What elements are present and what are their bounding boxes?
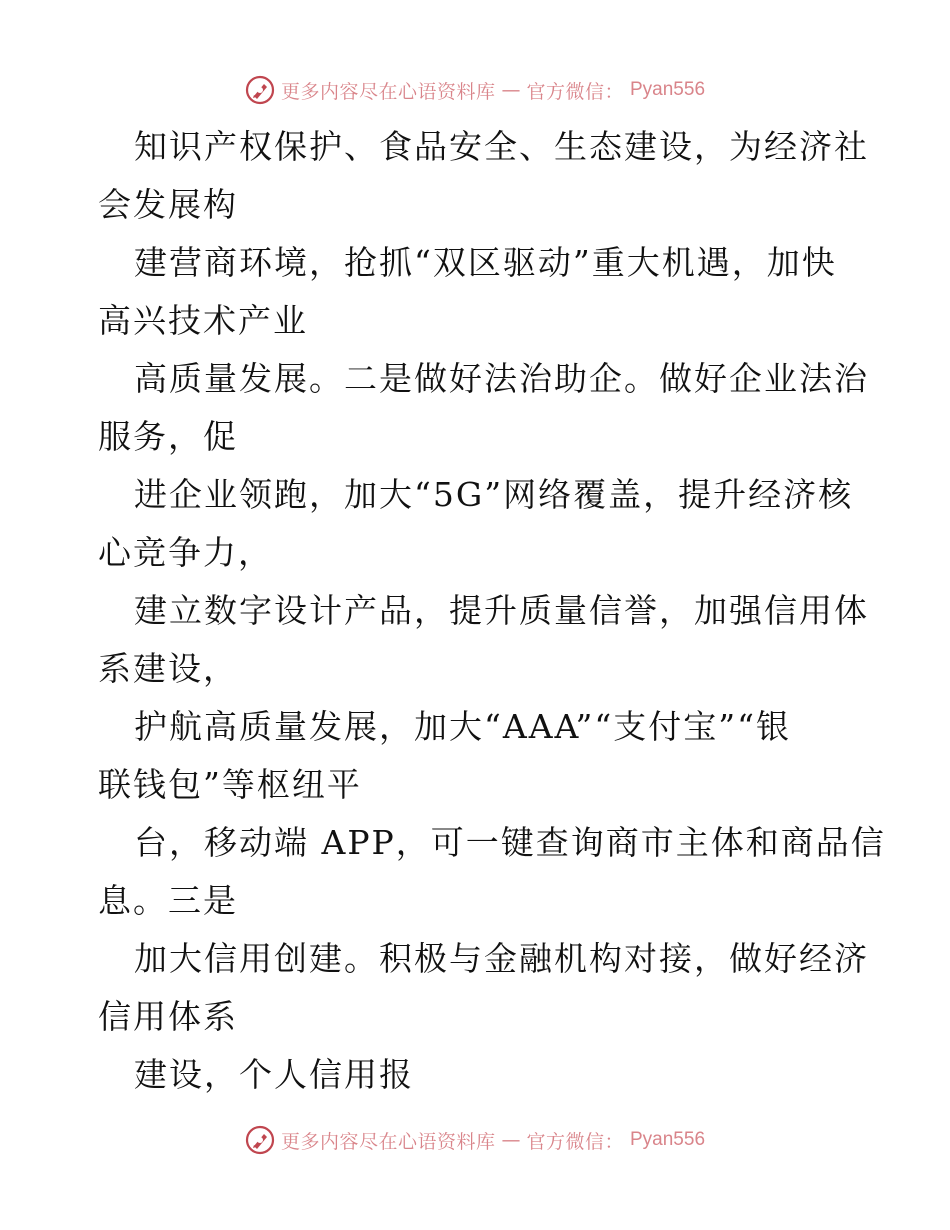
text-line: 高兴技术产业: [98, 301, 308, 340]
text-line: 服务，促: [98, 417, 238, 456]
banner-dash: —: [501, 79, 521, 101]
banner-wechat-id: Pyan556: [630, 1129, 706, 1150]
banner-dash: —: [501, 1129, 521, 1151]
text-line: 高质量发展。二是做好法治助企。做好企业法治: [134, 359, 869, 398]
body-text: [98, 118, 886, 1104]
banner-wechat-label: 官方微信：: [526, 80, 624, 103]
text-line: 知识产权保护、食品安全、生态建设，为经济社: [134, 127, 869, 166]
header-banner-inner: [245, 75, 705, 105]
text-line: 护航高质量发展，加大“AAA”“支付宝”“银: [134, 707, 791, 746]
text-line: 加大信用创建。积极与金融机构对接，做好经济: [134, 939, 869, 978]
footer-banner-inner: [245, 1125, 705, 1155]
text-line: 心竞争力，: [98, 533, 273, 572]
text-line: 息。三是: [98, 881, 238, 920]
text-line: 建设，个人信用报: [134, 1055, 414, 1094]
header-banner: [0, 72, 950, 108]
banner-wechat-id: Pyan556: [630, 79, 706, 100]
text-line: 系建设，: [98, 649, 238, 688]
banner-site-text: 更多内容尽在心语资料库: [280, 1130, 496, 1153]
banner-site-text: 更多内容尽在心语资料库: [280, 80, 496, 103]
pen-logo-icon: [245, 1125, 275, 1155]
banner-wechat-label: 官方微信：: [526, 1130, 624, 1153]
text-line: 建营商环境，抢抓“双区驱动”重大机遇，加快: [134, 243, 837, 282]
text-line: 台，移动端 APP，可一键查询商市主体和商品信: [134, 823, 886, 862]
text-line: 联钱包”等枢纽平: [98, 765, 362, 804]
text-line: 进企业领跑，加大“5G”网络覆盖，提升经济核: [134, 475, 854, 514]
text-line: 会发展构: [98, 185, 238, 224]
footer-banner: [0, 1122, 950, 1158]
text-line: 信用体系: [98, 997, 238, 1036]
pen-logo-icon: [245, 75, 275, 105]
text-line: 建立数字设计产品，提升质量信誉，加强信用体: [134, 591, 869, 630]
